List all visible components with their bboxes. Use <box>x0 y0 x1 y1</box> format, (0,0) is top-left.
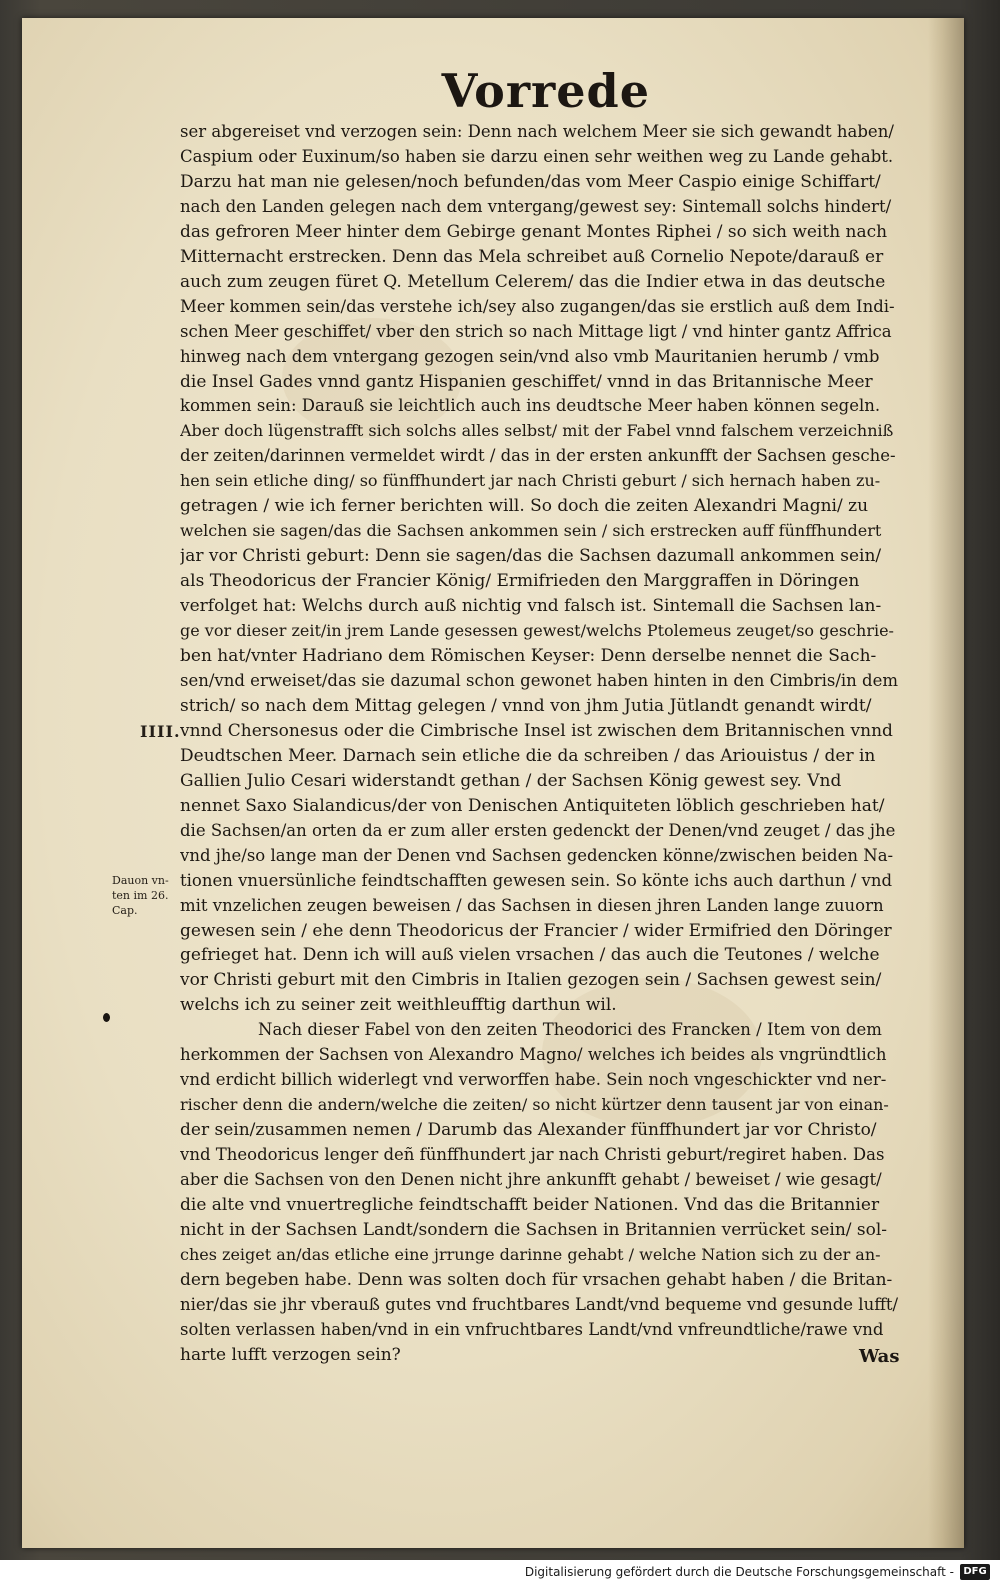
text-line: vnd erdicht billich widerlegt vnd verworffen habe. Sein noch vngeschickter vnd ner- <box>180 1070 887 1090</box>
text-line: Caspium oder Euxinum/so haben sie darzu einen sehr weithen weg zu Lande gehabt. <box>180 146 894 166</box>
text-line: die Sachsen/an orten da er zum aller ersten gedenckt der Denen/vnd zeuget / das jhe <box>180 820 896 840</box>
text-line: solten verlassen haben/vnd in ein vnfruchtbares Landt/vnd vnfreundtliche/rawe vnd <box>180 1319 884 1339</box>
text-line: schen Meer geschiffet/ vber den strich so nach Mittage ligt / vnd hinter gantz Affrica <box>180 321 892 341</box>
catchword: Was <box>859 1346 900 1367</box>
text-line: gewesen sein / ehe denn Theodoricus der Francier / wider Ermifried den Döringer <box>180 920 892 941</box>
text-line: nennet Saxo Sialandicus/der von Denischen Antiquiteten löblich geschrieben hat/ <box>180 795 885 816</box>
text-line: mit vnzelichen zeugen beweisen / das Sachsen in diesen jhren Landen lange zuuorn <box>180 895 884 915</box>
text-line: gefrieget hat. Denn ich will auß vielen vrsachen / das auch die Teutones / welche <box>180 945 880 966</box>
marginal-numeral: IIII. <box>140 722 181 741</box>
text-line: hinweg nach dem vntergang gezogen sein/vnd also vmb Mauritanien herumb / vmb <box>180 346 880 366</box>
footer-credit: Digitalisierung gefördert durch die Deutsche Forschungsgemeinschaft - <box>524 1565 954 1579</box>
marginal-note-line: Dauon vn- <box>112 874 169 887</box>
text-line: strich/ so nach dem Mittag gelegen / vnnd von jhm Jutia Jütlandt genandt wirdt/ <box>180 695 872 716</box>
running-head: Vorrede <box>441 64 650 118</box>
text-line: Darzu hat man nie gelesen/noch befunden/das vom Meer Caspio einige Schiffart/ <box>180 171 881 192</box>
text-line: Mitternacht erstrecken. Denn das Mela schreibet auß Cornelio Nepote/darauß er <box>180 246 884 267</box>
page-gutter-shadow <box>928 18 964 1548</box>
text-line: rischer denn die andern/welche die zeiten/ so nicht kürtzer denn tausent jar von einan- <box>180 1095 889 1115</box>
text-line: Gallien Julio Cesari widerstandt gethan / der Sachsen König gewest sey. Vnd <box>180 770 842 791</box>
text-line: welchen sie sagen/das die Sachsen ankommen sein / sich erstrecken auff fünffhundert <box>180 521 882 541</box>
text-line: vnd jhe/so lange man der Denen vnd Sachsen gedencken könne/zwischen beiden Na- <box>180 845 894 865</box>
marginal-note-line: ten im 26. <box>112 889 169 902</box>
text-line: der zeiten/darinnen vermeldet wirdt / das in der ersten ankunfft der Sachsen gesche- <box>180 446 896 466</box>
ink-dot <box>103 1013 110 1022</box>
text-line: herkommen der Sachsen von Alexandro Magno/ welches ich beides als vngründtlich <box>180 1045 887 1065</box>
text-line: ser abgereiset vnd verzogen sein: Denn nach welchem Meer sie sich gewandt haben/ <box>180 122 894 141</box>
text-line: die Insel Gades vnnd gantz Hispanien geschiffet/ vnnd in das Britannische Meer <box>180 371 873 392</box>
dfg-logo: DFG <box>960 1564 990 1580</box>
text-line: verfolget hat: Welchs durch auß nichtig vnd falsch ist. Sintemall die Sachsen lan- <box>180 596 882 617</box>
text-line: jar vor Christi geburt: Denn sie sagen/das die Sachsen dazumall ankommen sein/ <box>180 546 882 567</box>
text-line: nier/das sie jhr vberauß gutes vnd fruchtbares Landt/vnd bequeme vnd gesunde lufft/ <box>180 1294 899 1314</box>
text-line: hen sein etliche ding/ so fünffhundert jar nach Christi geburt / sich hernach haben zu- <box>180 471 881 491</box>
text-line: nicht in der Sachsen Landt/sondern die Sachsen in Britannien verrücket sein/ sol- <box>180 1219 888 1240</box>
text-line: das gefroren Meer hinter dem Gebirge genant Montes Riphei / so sich weith nach <box>180 221 888 242</box>
marginal-note <box>112 873 174 918</box>
text-line: Deudtschen Meer. Darnach sein etliche die da schreiben / das Ariouistus / der in <box>180 745 876 766</box>
text-line: ben hat/vnter Hadriano dem Römischen Keyser: Denn derselbe nennet die Sach- <box>180 646 877 667</box>
text-line: dern begeben habe. Denn was solten doch für vrsachen gehabt haben / die Britan- <box>180 1269 893 1290</box>
marginal-note-line: Cap. <box>112 904 138 917</box>
text-line: Meer kommen sein/das verstehe ich/sey also zugangen/das sie erstlich auß dem Indi- <box>180 296 895 316</box>
text-line: ge vor dieser zeit/in jrem Lande gesessen gewest/welchs Ptolemeus zeuget/so geschrie- <box>180 621 894 641</box>
text-line: sen/vnd erweiset/das sie dazumal schon gewonet haben hinten in den Cimbris/in dem <box>180 670 899 690</box>
text-line: als Theodoricus der Francier König/ Ermifrieden den Marggraffen in Döringen <box>180 571 860 592</box>
body-text <box>180 120 900 1368</box>
text-line: vor Christi geburt mit den Cimbris in Italien gezogen sein / Sachsen gewest sein/ <box>180 970 882 991</box>
text-line: auch zum zeugen füret Q. Metellum Celerem/ das die Indier etwa in das deutsche <box>180 271 886 292</box>
text-line: tionen vnuersünliche feindtschafften gewesen sein. So könte ichs auch darthun / vnd <box>180 870 893 890</box>
text-line: Aber doch lügenstrafft sich solchs alles selbst/ mit der Fabel vnnd falschem verzeichniß <box>180 421 894 441</box>
text-line: vnnd Chersonesus oder die Cimbrische Insel ist zwischen dem Britannischen vnnd <box>180 720 893 741</box>
text-line: der sein/zusammen nemen / Darumb das Alexander fünffhundert jar vor Christo/ <box>180 1120 877 1141</box>
text-line: nach den Landen gelegen nach dem vntergang/gewest sey: Sintemall solchs hindert/ <box>180 196 892 216</box>
text-line: getragen / wie ich ferner berichten will. So doch die zeiten Alexandri Magni/ zu <box>180 496 869 517</box>
text-line: harte lufft verzogen sein? <box>180 1344 401 1365</box>
text-line: ches zeiget an/das etliche eine jrrunge darinne gehabt / welche Nation sich zu der an- <box>180 1244 881 1264</box>
text-line: vnd Theodoricus lenger deñ fünffhundert jar nach Christi geburt/regiret haben. Das <box>180 1145 885 1165</box>
text-line: welchs ich zu seiner zeit weithleufftig darthun wil. <box>180 995 617 1016</box>
text-line: aber die Sachsen von den Denen nicht jhre ankunfft gehabt / beweiset / wie gesagt/ <box>180 1170 882 1190</box>
text-line: die alte vnd vnuertregliche feindtschafft beider Nationen. Vnd das die Britannier <box>180 1194 880 1215</box>
text-line: kommen sein: Darauß sie leichtlich auch ins deudtsche Meer haben können segeln. <box>180 396 881 416</box>
text-line: Nach dieser Fabel von den zeiten Theodorici des Francken / Item von dem <box>258 1020 882 1040</box>
